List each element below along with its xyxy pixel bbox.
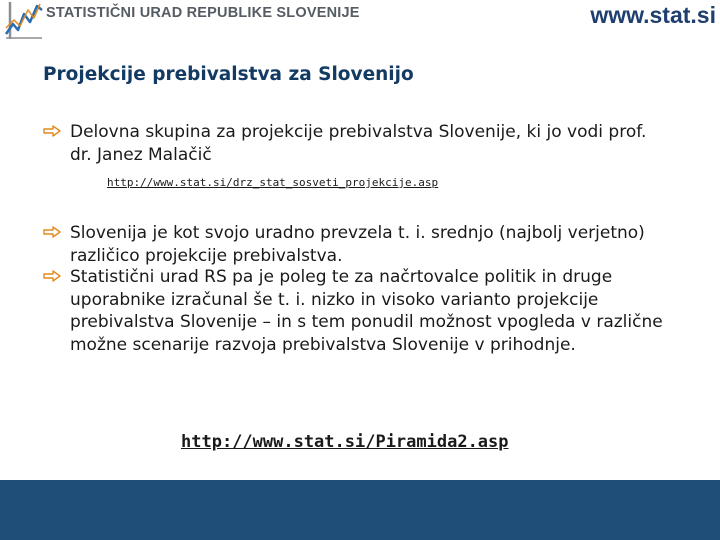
stat-logo-icon xyxy=(4,0,44,40)
bullet-text: Delovna skupina za projekcije prebivalstva Slovenije, ki jo vodi prof. dr. Janez Malačič xyxy=(70,122,647,165)
site-url[interactable]: www.stat.si xyxy=(590,2,716,28)
bullet-text: Slovenija je kot svojo uradno prevzela t. i. srednjo (najbolj verjetno) različico projekcije prebivalstva. xyxy=(70,223,645,266)
header xyxy=(0,0,720,30)
arrow-right-outline-icon xyxy=(43,125,61,137)
bullet-text: Statistični urad RS pa je poleg te za načrtovalce politik in druge uporabnike izračunal še t. i. nizko in visoko varianto projekcije prebivalstva Slovenije – in s tem ponudil možnost vpogleda v različne možne scenarije razvoja prebivalstva Slovenije v prihodnje. xyxy=(70,267,663,355)
arrow-right-outline-icon xyxy=(43,270,61,282)
projections-link[interactable]: http://www.stat.si/drz_stat_sosveti_projekcije.asp xyxy=(107,176,439,189)
footer-bar xyxy=(0,480,720,540)
organization-name: STATISTIČNI URAD REPUBLIKE SLOVENIJE xyxy=(46,5,360,21)
pyramid-link[interactable]: http://www.stat.si/Piramida2.asp xyxy=(181,432,509,452)
arrow-right-outline-icon xyxy=(43,226,61,238)
slide-title: Projekcije prebivalstva za Slovenijo xyxy=(43,64,414,85)
